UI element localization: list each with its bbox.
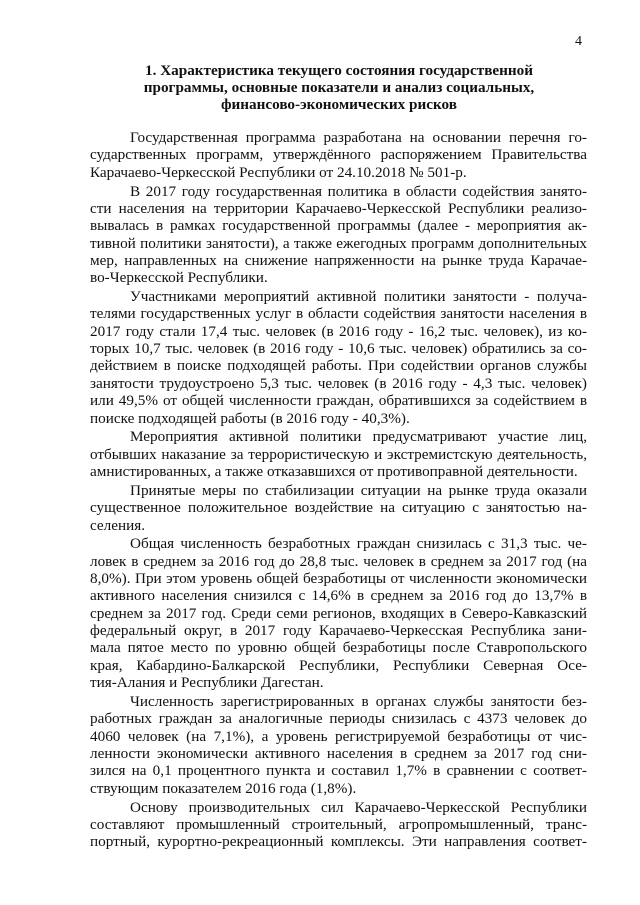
text-line: вывалась в рамках государственной программы (далее - мероприятия ак- <box>90 217 587 235</box>
text-line: сти населения на территории Карачаево-Черкесской Республики реализо- <box>90 199 587 217</box>
text-line: поиске подходящей работы (в 2016 году - 40,3%). <box>90 409 410 427</box>
text-line: Основу производительных сил Карачаево-Черкесской Республики <box>130 798 587 816</box>
text-line: существенное положительное воздействие на ситуацию с занятостью на- <box>90 499 587 517</box>
text-line: среднем за 2017 год. Среди семи регионов, входящих в Северо-Кавказский <box>90 604 587 622</box>
text-line: селения. <box>90 516 146 534</box>
text-line: отбывших наказание за террористическую и экстремистскую деятельность, <box>90 445 587 463</box>
text-line: федеральный округ, в 2017 году Карачаево-Черкесская Республика зани- <box>90 622 587 640</box>
page-number: 4 <box>575 34 582 49</box>
paragraph-productive-forces <box>90 799 587 851</box>
text-line: тия-Алания и Республики Дагестан. <box>90 674 324 692</box>
text-line: действием в поиске подходящей работы. При содействии органов службы <box>90 357 587 375</box>
paragraph-program-participants <box>90 288 587 427</box>
paragraph-special-groups <box>90 428 587 480</box>
paragraph-employment-policy-2017 <box>90 183 587 287</box>
text-line: активного населения снизился с 14,6% в среднем за 2016 год до 13,7% в <box>90 587 587 605</box>
text-line: телями государственных услуг в области содействия занятости населения в <box>90 305 587 323</box>
text-line: 4060 человек (на 7,1%), а уровень регистрируемой безработицы от чис- <box>90 727 587 745</box>
text-line: амнистированных, а также отказавшихся от противоправной деятельности. <box>90 463 578 481</box>
text-line: края, Кабардино-Балкарской Республики, Республики Северная Осе- <box>90 656 587 674</box>
text-line: зился на 0,1 процентного пункта и составил 1,7% в сравнении с соответ- <box>90 762 587 780</box>
text-line: занятости трудоустроено 5,3 тыс. человек (в 2016 году - 4,3 тыс. человек) <box>90 374 587 392</box>
paragraph-unemployment-total <box>90 535 587 691</box>
section-heading <box>84 62 594 114</box>
text-line: Общая численность безработных граждан снизилась с 31,3 тыс. че- <box>130 535 587 553</box>
document-body <box>90 129 587 851</box>
text-line: ленности экономически активного населения в среднем за 2017 год сни- <box>90 745 587 763</box>
text-line: работных граждан за аналогичные периоды снизилась с 4373 человек до <box>90 710 587 728</box>
text-line: 8,0%). При этом уровень общей безработицы от численности экономически <box>90 570 587 588</box>
text-line: Мероприятия активной политики предусматривают участие лиц, <box>130 428 587 446</box>
heading-line: финансово-экономических рисков <box>221 96 457 114</box>
text-line: Карачаево-Черкесской Республики от 24.10.2018 № 501-р. <box>90 163 467 181</box>
text-line: В 2017 году государственная политика в области содействия занято- <box>130 182 587 200</box>
text-line: Принятые меры по стабилизации ситуации на рынке труда оказали <box>130 481 587 499</box>
text-line: мала пятое место по уровню общей безработицы после Ставропольского <box>90 639 587 657</box>
paragraph-registered-unemployment <box>90 693 587 797</box>
heading-line: 1. Характеристика текущего состояния государственной <box>145 62 533 79</box>
text-line: или 49,5% от общей численности граждан, обратившихся за содействием в <box>90 392 587 410</box>
text-line: составляют промышленный строительный, агропромышленный, транс- <box>90 815 587 833</box>
paragraph-stabilization-measures <box>90 482 587 534</box>
text-line: торых 10,7 тыс. человек (в 2016 году - 10,6 тыс. человек) обратились за со- <box>90 340 587 358</box>
text-line: сударственных программ, утверждённого распоряжением Правительства <box>90 146 587 164</box>
text-line: Численность зарегистрированных в органах службы занятости без- <box>130 693 587 710</box>
text-line: ловек в среднем за 2016 год до 28,8 тыс. человек в среднем за 2017 год (на <box>90 552 587 570</box>
text-line: мер, направленных на снижение напряженности на рынке труда Карачае- <box>90 251 587 269</box>
text-line: 2017 году стали 17,4 тыс. человек (в 2016 году - 16,2 тыс. человек), из ко- <box>90 322 587 340</box>
text-line: портный, курортно-рекреационный комплексы. Эти направления соответ- <box>90 833 587 851</box>
text-line: Государственная программа разработана на основании перечня го- <box>130 129 587 146</box>
paragraph-program-basis <box>90 129 587 181</box>
text-line: тивной политики занятости), а также ежегодных программ дополнительных <box>90 234 587 252</box>
text-line: Участниками мероприятий активной политики занятости - получа- <box>130 288 587 306</box>
heading-line: программы, основные показатели и анализ социальных, <box>143 79 535 97</box>
text-line: во-Черкесской Республики. <box>90 269 268 287</box>
text-line: ствующим показателем 2016 года (1,8%). <box>90 779 357 797</box>
